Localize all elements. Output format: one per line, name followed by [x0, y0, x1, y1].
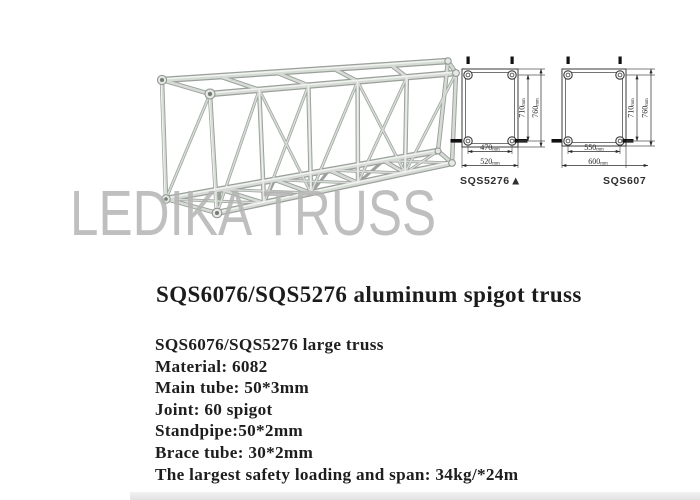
dim-outer-height: 760mm: [531, 98, 541, 118]
dim-inner-height: 710mm: [626, 98, 637, 118]
cross-section-diagrams: [440, 48, 700, 198]
spec-line: Standpipe:50*2mm: [155, 421, 304, 441]
dim-outer-width: 520mm: [480, 157, 500, 167]
model-label-sqs607: SQS607: [603, 175, 647, 187]
truss-photo: [130, 40, 470, 250]
spec-line: Main tube: 50*3mm: [155, 378, 310, 398]
diagram-sqs5276: [451, 57, 546, 188]
watermark-text: LEDIKA TRUSS: [70, 177, 437, 249]
spec-line: Joint: 60 spigot: [155, 399, 273, 419]
spec-line: Material: 6082: [155, 356, 268, 376]
spec-line: SQS6076/SQS5276 large truss: [155, 335, 384, 354]
triangle-marker-icon: ▲: [509, 173, 523, 188]
diagram-sqs607: [552, 57, 656, 188]
spec-line: Brace tube: 30*2mm: [155, 442, 314, 462]
spec-line: The largest safety loading and span: 34kg/*24m: [155, 464, 519, 484]
dim-inner-width: 470mm: [480, 143, 500, 153]
dim-inner-width: 550mm: [584, 143, 604, 153]
dim-outer-height: 760mm: [640, 98, 651, 118]
page-title: SQS6076/SQS5276 aluminum spigot truss: [156, 282, 582, 307]
spec-list: [155, 334, 518, 485]
model-label-sqs5276: SQS5276▲: [460, 173, 523, 188]
dim-outer-width: 600mm: [588, 157, 608, 167]
dim-inner-height: 710mm: [517, 98, 528, 118]
bottom-divider: [130, 492, 700, 500]
